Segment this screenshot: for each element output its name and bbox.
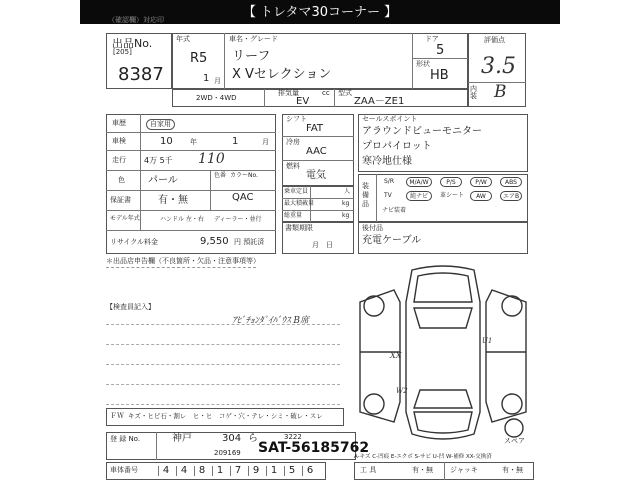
vin-digit: 4 xyxy=(176,466,191,476)
vin-digit: 4 xyxy=(158,466,173,476)
equip-navi-label: ナビ装着 xyxy=(382,207,407,214)
damage-text: キズ・ヒビ石・割レ ヒ・ヒ コゲ・穴・テレ・シミ・破レ・スレ xyxy=(128,412,323,420)
vin-digit: 8 xyxy=(194,466,209,476)
equipment-label: 装備品 xyxy=(362,182,369,208)
car-windshield xyxy=(414,308,472,328)
jack-label: ジャッキ xyxy=(450,466,478,474)
sales-points-label: セールスポイント xyxy=(362,115,418,123)
lot-small: [205] xyxy=(113,48,132,56)
damage-fw: ＦＷ xyxy=(110,412,124,420)
docs-label: 書類期限 xyxy=(285,224,313,232)
color-label: 色 xyxy=(118,176,125,184)
damage-legend: A-キズ C-凹痕 E-エクボ S-サビ U-凹 W-補修 XX-交換済 xyxy=(354,454,492,460)
tools-option: 有・無 xyxy=(412,466,433,474)
banner-title: 【 トレタマ30コーナー 】 xyxy=(242,5,398,20)
inspection-left-box xyxy=(106,114,276,254)
equip-abs: ABS xyxy=(500,177,522,187)
color-no-value: QAC xyxy=(232,192,254,203)
displacement-value: EV xyxy=(296,96,310,107)
weight2-label: 最大積載量 xyxy=(284,200,315,207)
equip-airbag: エアB xyxy=(500,191,522,201)
jack-option: 有・無 xyxy=(502,466,523,474)
vin-digit: 9 xyxy=(248,466,263,476)
vin-digit: 1 xyxy=(212,466,227,476)
recycle-unit: 円 預託済 xyxy=(234,238,265,246)
warranty-value: 有・無 xyxy=(158,195,188,206)
recycle-label: リサイクル料金 xyxy=(110,238,159,246)
header-note: （確認欄）対応印 xyxy=(108,16,164,24)
docs-unit: 月 日 xyxy=(312,241,333,249)
interior-value: B xyxy=(494,82,507,102)
registration-place: 神戸 xyxy=(172,433,192,444)
shape-label: 形状 xyxy=(416,60,430,68)
registration-serial: 209169 xyxy=(214,449,241,457)
car-damage-diagram xyxy=(354,262,532,452)
color-no-label: 色番 xyxy=(214,172,227,179)
wheel-rear-right xyxy=(502,394,522,414)
mileage-label: 走行 xyxy=(112,156,126,164)
car-hood xyxy=(414,273,472,302)
car-rear-window xyxy=(414,390,472,408)
tools-label: 工 具 xyxy=(360,466,377,474)
attachments-value: 充電ケーブル xyxy=(362,235,422,246)
fuel-label: 燃料 xyxy=(286,162,300,170)
wheel-front-left xyxy=(364,296,384,316)
vin-label: 車体番号 xyxy=(110,466,138,474)
shaken-year-unit: 年 xyxy=(190,138,197,146)
stamp-id: SAT-56185762 xyxy=(258,440,370,456)
spare-wheel xyxy=(505,419,523,437)
model-label: 車名・グレード xyxy=(229,35,278,43)
registration-kana: ら xyxy=(248,433,258,444)
ac-value: AAC xyxy=(306,146,327,157)
color-no-label2: カラーNo. xyxy=(230,172,258,179)
color-value: パール xyxy=(148,175,178,186)
car-right-side xyxy=(486,290,526,422)
mileage-handwritten: 110 xyxy=(198,151,225,167)
year-month-unit: 月 xyxy=(214,77,221,85)
type-value: ZAA－ZE1 xyxy=(354,96,405,107)
door-label: ドア xyxy=(425,35,439,43)
score-label: 評価点 xyxy=(484,36,505,44)
sales-point-3: 寒冷地仕様 xyxy=(362,156,412,167)
year-label: 年式 xyxy=(176,35,190,43)
wheel-rear-left xyxy=(364,394,384,414)
weight2-unit: kg xyxy=(342,200,350,207)
equip-sr: S/R xyxy=(384,178,394,185)
lot-number: 8387 xyxy=(118,64,164,85)
diagram-mark-xx: XX xyxy=(390,351,402,360)
equip-maw: M/A/W xyxy=(406,177,432,187)
shaken-month: 1 xyxy=(232,136,239,147)
car-body-outline xyxy=(406,266,480,439)
registration-label: 登 録 No. xyxy=(110,435,141,443)
wheel-front-right xyxy=(502,296,522,316)
equip-tv: TV xyxy=(384,192,392,199)
equip-pw: P/W xyxy=(470,177,492,187)
dealer-label: ディーラー・並行 xyxy=(214,216,262,223)
model-grade: X Vセレクション xyxy=(232,67,332,82)
drive-label: 2WD・4WD xyxy=(196,94,237,102)
ac-label: 冷房 xyxy=(286,138,300,146)
warranty-label: 保証書 xyxy=(110,196,131,204)
lot-label: 出品No. xyxy=(112,37,153,50)
equip-seat: 革シート xyxy=(440,192,465,199)
registration-num1: 304 xyxy=(222,433,242,444)
equip-navi: 純ナビ xyxy=(406,191,432,201)
registration-num2: 3222 xyxy=(284,433,302,441)
car-history-value: 自家用 xyxy=(146,119,175,130)
model-year-label: モデル年式 xyxy=(110,215,140,222)
shaken-year: 10 xyxy=(160,136,173,147)
interior-label: 内装 xyxy=(470,85,477,100)
weight1-label: 乗車定員 xyxy=(284,188,309,195)
displacement-unit: cc xyxy=(322,89,330,97)
vin-digit: 1 xyxy=(266,466,281,476)
handle-label: ハンドル 左・右 xyxy=(160,216,204,223)
year-era: R5 xyxy=(190,51,208,66)
model-name: リーフ xyxy=(232,49,271,64)
spare-label: スペア xyxy=(504,437,525,445)
remarks-header: ＊出品店申告欄（不良箇所・欠品・注意事項等） xyxy=(106,257,260,265)
inspector-note: ｱﾋﾞﾁｮﾝﾀﾞｲﾊﾞｳｽ B席 xyxy=(232,316,309,326)
type-label: 型式 xyxy=(338,89,352,97)
shift-value: FAT xyxy=(306,123,324,134)
diagram-mark-u1: U1 xyxy=(482,337,493,345)
sales-point-1: アラウンドビューモニター xyxy=(362,126,482,137)
fuel-value: 電気 xyxy=(306,170,326,181)
vin-digit: 5 xyxy=(284,466,299,476)
weight3-unit: kg xyxy=(342,212,350,219)
car-trunk xyxy=(414,412,472,433)
diagram-mark-w2: W2 xyxy=(396,387,408,395)
sales-point-2: プロパイロット xyxy=(362,141,432,152)
attachments-label: 後付品 xyxy=(362,224,383,232)
weight1-unit: 人 xyxy=(344,188,351,195)
shape-value: HB xyxy=(430,68,449,83)
shaken-month-unit: 月 xyxy=(262,138,269,146)
displacement-label: 排気量 xyxy=(278,89,299,97)
score-value: 3.5 xyxy=(481,54,516,79)
recycle-value: 9,550 xyxy=(200,236,229,247)
door-value: 5 xyxy=(436,43,445,58)
mileage-value: 4万 5千 xyxy=(144,156,173,165)
equip-ps: P/S xyxy=(440,177,462,187)
shaken-label: 車検 xyxy=(112,137,126,145)
shift-label: シフト xyxy=(286,115,307,123)
weight3-label: 総重量 xyxy=(284,212,303,219)
equip-aw: AW xyxy=(470,191,492,201)
year-month: 1 xyxy=(203,73,210,84)
vin-digit: 7 xyxy=(230,466,245,476)
car-history-label: 車歴 xyxy=(112,119,126,127)
inspector-label: 【検査員記入】 xyxy=(106,303,155,311)
vin-digit: 6 xyxy=(302,466,317,476)
